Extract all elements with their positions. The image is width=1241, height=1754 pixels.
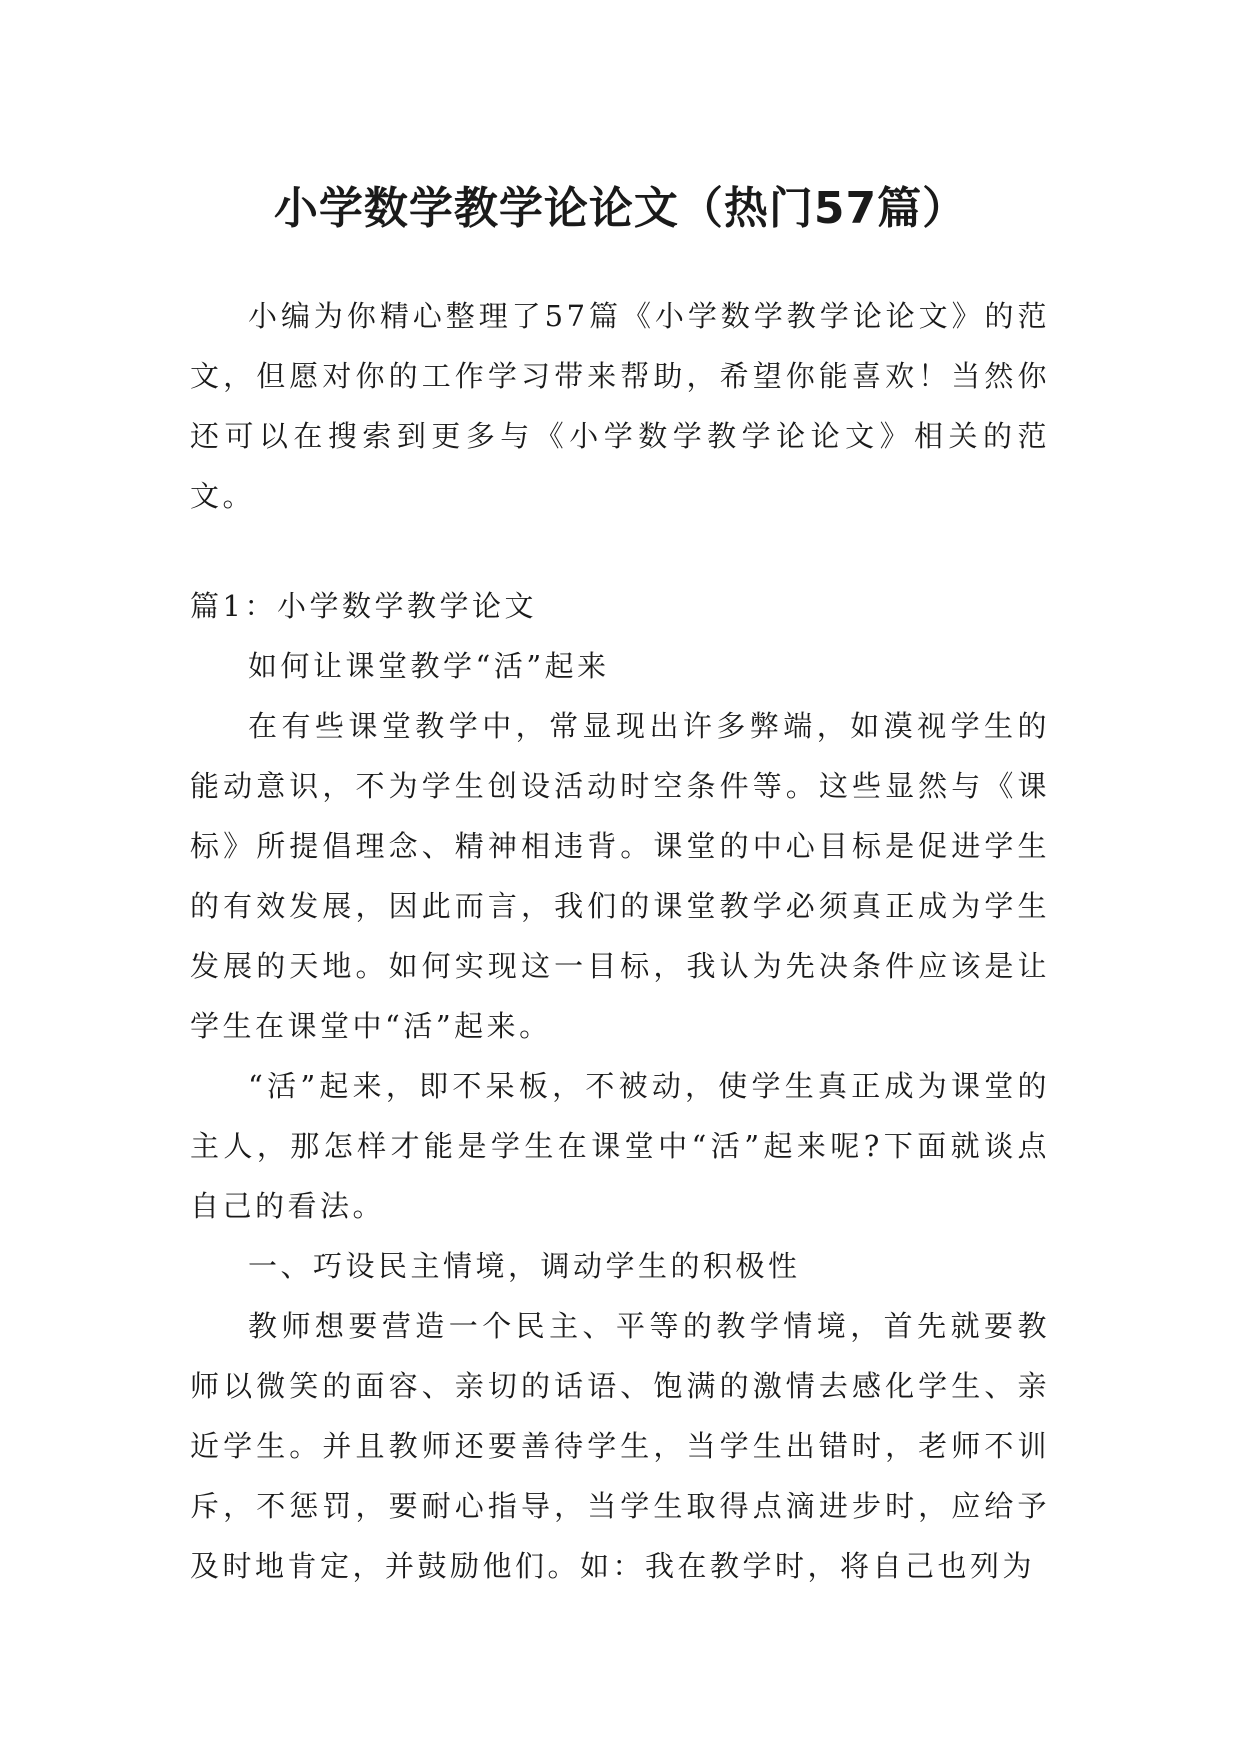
article-paragraph: “活”起来，即不呆板，不被动，使学生真正成为课堂的主人，那怎样才能是学生在课堂中“活”起来呢?下面就谈点自己的看法。 xyxy=(190,1069,1050,1223)
article-paragraph: 教师想要营造一个民主、平等的教学情境，首先就要教师以微笑的面容、亲切的话语、饱满的激情去感化学生、亲近学生。并且教师还要善待学生，当学生出错时，老师不训斥，不惩罚，要耐心指导，当学生取得点滴进步时，应给予及时地肯定，并鼓励他们。如：我在教学时，将自己也列为 xyxy=(190,1309,1050,1583)
article-paragraph: 在有些课堂教学中，常显现出许多弊端，如漠视学生的能动意识，不为学生创设活动时空条件等。这些显然与《课标》所提倡理念、精神相违背。课堂的中心目标是促进学生的有效发展，因此而言，我们的课堂教学必须真正成为学生发展的天地。如何实现这一目标，我认为先决条件应该是让学生在课堂中“活”起来。 xyxy=(190,709,1050,1043)
section-heading: 一、巧设民主情境，调动学生的积极性 xyxy=(248,1249,801,1283)
document-title: 小学数学教学论论文（热门57篇） xyxy=(273,183,968,235)
article-subtitle: 如何让课堂教学“活”起来 xyxy=(248,649,610,683)
intro-paragraph: 小编为你精心整理了57篇《小学数学教学论论文》的范文，但愿对你的工作学习带来帮助，希望你能喜欢！当然你还可以在搜索到更多与《小学数学教学论论文》相关的范文。 xyxy=(190,299,1050,513)
article-section xyxy=(190,576,1050,1596)
article-heading: 篇1：小学数学教学论文 xyxy=(190,589,537,623)
intro-section xyxy=(190,286,1050,526)
